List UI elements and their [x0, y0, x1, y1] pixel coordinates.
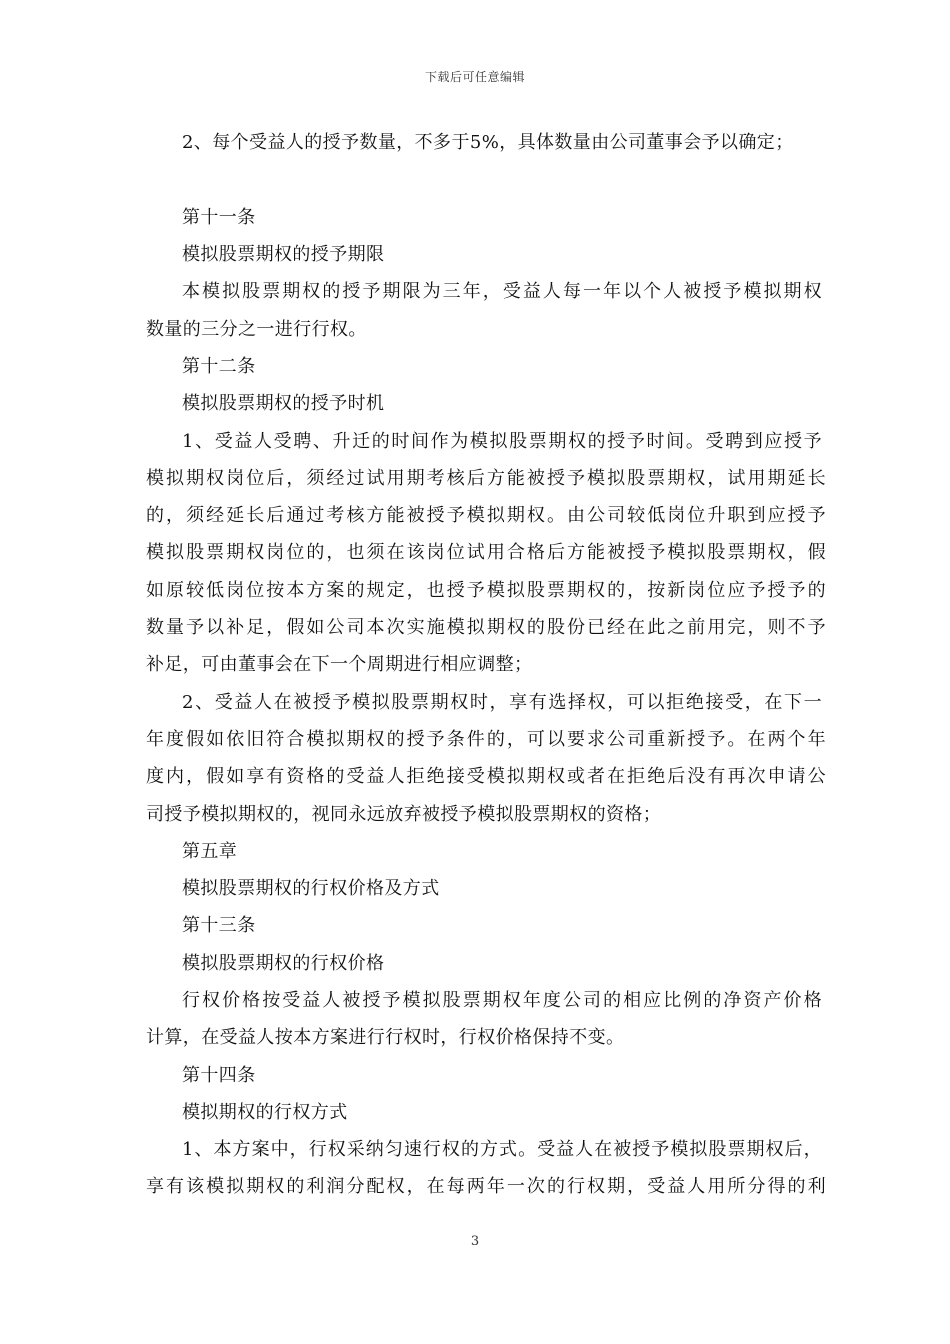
- paragraph-line: 模拟期权岗位后，须经过试用期考核后方能被授予模拟股票期权，试用期延长: [146, 468, 826, 489]
- paragraph-line: 1、受益人受聘、升迁的时间作为模拟股票期权的授予时间。受聘到应授予: [182, 431, 822, 452]
- paragraph-line: 数量予以补足，假如公司本次实施模拟期权的股份已经在此之前用完，则不予: [146, 617, 826, 638]
- paragraph-line: 模拟股票期权岗位的，也须在该岗位试用合格后方能被授予模拟股票期权，假: [146, 542, 826, 563]
- paragraph-line: 如原较低岗位按本方案的规定，也授予模拟股票期权的，按新岗位应予授予的: [146, 580, 826, 601]
- paragraph-line: 计算，在受益人按本方案进行行权时，行权价格保持不变。: [146, 1027, 625, 1048]
- article-heading: 第十一条: [182, 207, 256, 228]
- paragraph-line: 司授予模拟期权的，视同永远放弃被授予模拟股票期权的资格；: [146, 804, 662, 825]
- paragraph-line: 享有该模拟期权的利润分配权，在每两年一次的行权期，受益人用所分得的利: [146, 1176, 826, 1197]
- chapter-title: 模拟股票期权的行权价格及方式: [182, 878, 440, 899]
- chapter-heading: 第五章: [182, 841, 238, 862]
- paragraph-line: 2、受益人在被授予模拟股票期权时，享有选择权，可以拒绝接受，在下一: [182, 692, 822, 713]
- paragraph-line: 年度假如依旧符合模拟期权的授予条件的，可以要求公司重新授予。在两个年: [146, 729, 826, 750]
- paragraph-line: 补足，可由董事会在下一个周期进行相应调整；: [146, 654, 533, 675]
- article-title: 模拟股票期权的授予期限: [182, 244, 385, 265]
- article-heading: 第十四条: [182, 1065, 256, 1086]
- article-heading: 第十二条: [182, 356, 256, 377]
- paragraph-line: 的，须经延长后通过考核方能被授予模拟期权。由公司较低岗位升职到应授予: [146, 505, 826, 526]
- paragraph-line: 行权价格按受益人被授予模拟股票期权年度公司的相应比例的净资产价格: [182, 990, 822, 1011]
- paragraph-line: 2、每个受益人的授予数量，不多于5%，具体数量由公司董事会予以确定；: [182, 132, 794, 153]
- paragraph-line: 1、本方案中，行权采纳匀速行权的方式。受益人在被授予模拟股票期权后，: [182, 1139, 822, 1160]
- article-title: 模拟股票期权的授予时机: [182, 393, 385, 414]
- page-number: 3: [470, 1234, 480, 1249]
- paragraph-line: 数量的三分之一进行行权。: [146, 319, 367, 340]
- article-title: 模拟期权的行权方式: [182, 1102, 348, 1123]
- article-title: 模拟股票期权的行权价格: [182, 953, 385, 974]
- paragraph-line: 本模拟股票期权的授予期限为三年，受益人每一年以个人被授予模拟期权: [182, 281, 822, 302]
- paragraph-line: 度内，假如享有资格的受益人拒绝接受模拟期权或者在拒绝后没有再次申请公: [146, 766, 826, 787]
- page-header: 下载后可任意编辑: [424, 70, 525, 84]
- article-heading: 第十三条: [182, 915, 256, 936]
